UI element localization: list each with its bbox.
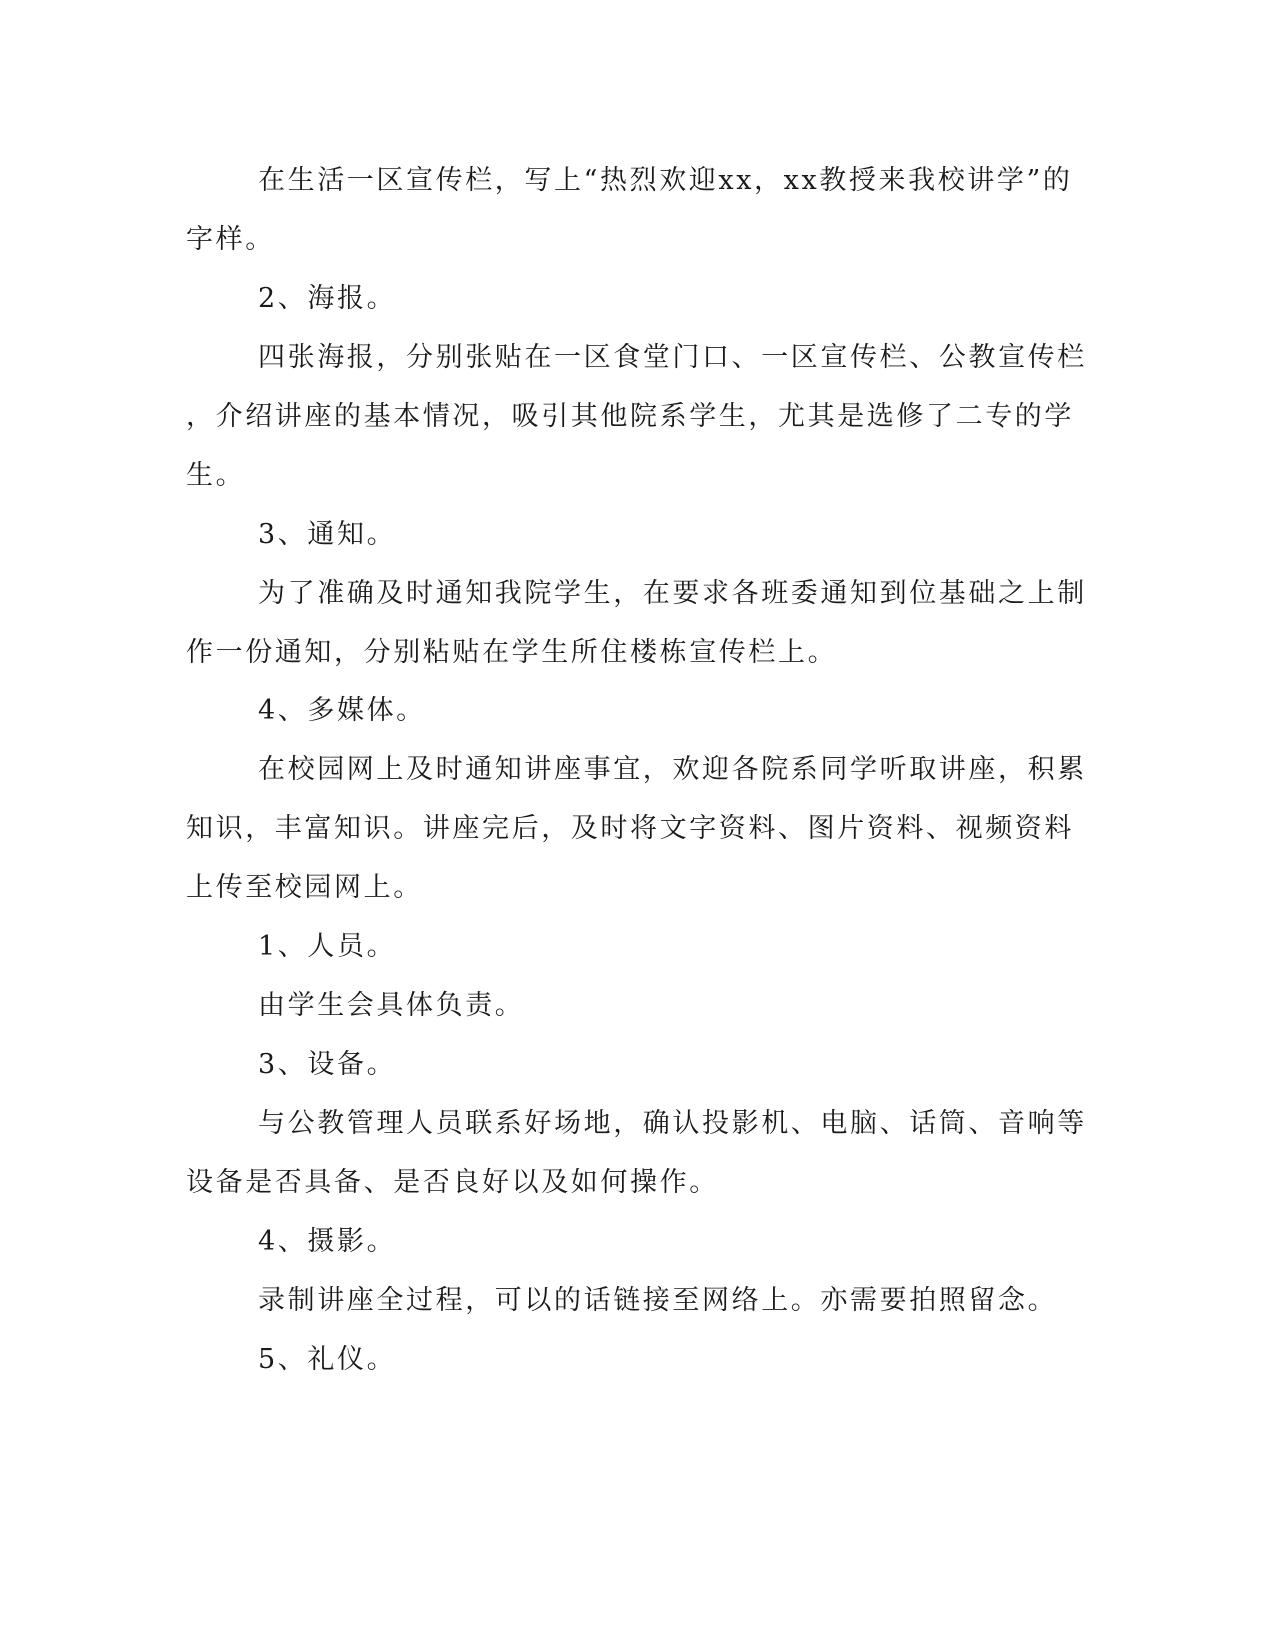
paragraph-line: 四张海报，分别张贴在一区食堂门口、一区宣传栏、公教宣传栏 [258, 342, 1087, 373]
paragraph-line: 字样。 [186, 224, 275, 255]
section-heading: 2、海报。 [258, 283, 397, 314]
paragraph-line: 在生活一区宣传栏，写上“热烈欢迎xx，xx教授来我校讲学”的 [258, 165, 1073, 196]
section-heading: 4、多媒体。 [258, 695, 426, 726]
section-heading: 1、人员。 [258, 931, 397, 962]
paragraph-line: 知识，丰富知识。讲座完后，及时将文字资料、图片资料、视频资料 [186, 813, 1074, 844]
paragraph-line: 由学生会具体负责。 [258, 990, 525, 1021]
section-heading: 5、礼仪。 [258, 1344, 397, 1375]
section-heading: 3、通知。 [258, 519, 397, 550]
section-heading: 4、摄影。 [258, 1226, 397, 1257]
section-heading: 3、设备。 [258, 1049, 397, 1080]
paragraph-line: 作一份通知，分别粘贴在学生所住楼栋宣传栏上。 [186, 637, 838, 668]
paragraph-line: 设备是否具备、是否良好以及如何操作。 [186, 1167, 719, 1198]
paragraph-line: 生。 [186, 460, 246, 491]
paragraph-line: 为了准确及时通知我院学生，在要求各班委通知到位基础之上制 [258, 578, 1087, 609]
paragraph-line: 上传至校园网上。 [186, 872, 423, 903]
paragraph-line: 录制讲座全过程，可以的话链接至网络上。亦需要拍照留念。 [258, 1285, 1058, 1316]
paragraph-line: ，介绍讲座的基本情况，吸引其他院系学生，尤其是选修了二专的学 [186, 401, 1074, 432]
paragraph-line: 在校园网上及时通知讲座事宜，欢迎各院系同学听取讲座，积累 [258, 754, 1087, 785]
paragraph-line: 与公教管理人员联系好场地，确认投影机、电脑、话筒、音响等 [258, 1108, 1087, 1139]
